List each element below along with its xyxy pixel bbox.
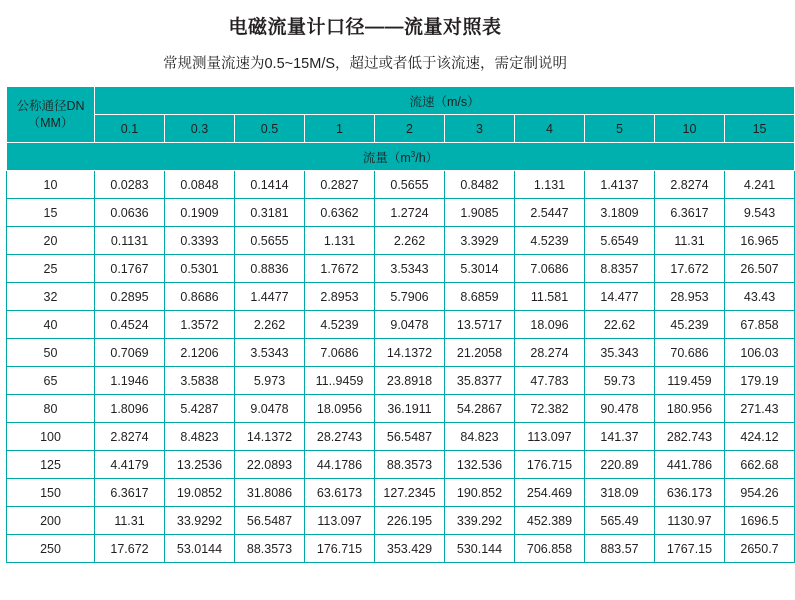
cell-flow: 2.8953 [305, 283, 375, 311]
cell-flow: 1.131 [515, 171, 585, 199]
header-velocity-9: 15 [725, 115, 795, 143]
cell-flow: 2.5447 [515, 199, 585, 227]
cell-flow: 339.292 [445, 507, 515, 535]
header-row-velocity-values [7, 115, 795, 143]
cell-flow: 88.3573 [375, 451, 445, 479]
cell-flow: 0.3181 [235, 199, 305, 227]
table-row [7, 311, 795, 339]
cell-flow: 7.0686 [515, 255, 585, 283]
cell-flow: 72.382 [515, 395, 585, 423]
cell-flow: 13.2536 [165, 451, 235, 479]
page-title: 电磁流量计口径——流量对照表 [228, 17, 502, 38]
cell-flow: 883.57 [585, 535, 655, 563]
cell-flow: 141.37 [585, 423, 655, 451]
cell-flow: 0.5655 [235, 227, 305, 255]
table-row [7, 367, 795, 395]
cell-flow: 0.4524 [95, 311, 165, 339]
cell-flow: 8.6859 [445, 283, 515, 311]
cell-flow: 35.343 [585, 339, 655, 367]
cell-flow: 9.0478 [235, 395, 305, 423]
cell-dn: 125 [7, 451, 95, 479]
header-velocity-3: 1 [305, 115, 375, 143]
cell-flow: 530.144 [445, 535, 515, 563]
cell-flow: 106.03 [725, 339, 795, 367]
table-row [7, 451, 795, 479]
cell-dn: 150 [7, 479, 95, 507]
cell-flow: 1.9085 [445, 199, 515, 227]
cell-flow: 706.858 [515, 535, 585, 563]
cell-flow: 565.49 [585, 507, 655, 535]
cell-flow: 282.743 [655, 423, 725, 451]
cell-flow: 2.8274 [655, 171, 725, 199]
cell-flow: 5.973 [235, 367, 305, 395]
cell-flow: 0.2895 [95, 283, 165, 311]
table-row [7, 199, 795, 227]
cell-flow: 18.096 [515, 311, 585, 339]
cell-flow: 127.2345 [375, 479, 445, 507]
cell-flow: 0.0636 [95, 199, 165, 227]
cell-flow: 18.0956 [305, 395, 375, 423]
cell-flow: 63.6173 [305, 479, 375, 507]
cell-flow: 0.7069 [95, 339, 165, 367]
cell-flow: 0.1131 [95, 227, 165, 255]
cell-flow: 13.5717 [445, 311, 515, 339]
cell-flow: 636.173 [655, 479, 725, 507]
header-row-flow [7, 143, 795, 171]
cell-flow: 254.469 [515, 479, 585, 507]
header-velocity-5: 3 [445, 115, 515, 143]
cell-flow: 35.8377 [445, 367, 515, 395]
cell-flow: 28.274 [515, 339, 585, 367]
flow-reference-table [6, 86, 795, 563]
table-row [7, 423, 795, 451]
cell-flow: 9.543 [725, 199, 795, 227]
cell-flow: 19.0852 [165, 479, 235, 507]
cell-dn: 50 [7, 339, 95, 367]
cell-flow: 23.8918 [375, 367, 445, 395]
cell-flow: 1.7672 [305, 255, 375, 283]
header-flow-prefix: 流量（m [362, 150, 411, 165]
cell-flow: 4.5239 [305, 311, 375, 339]
cell-flow: 0.6362 [305, 199, 375, 227]
cell-flow: 5.7906 [375, 283, 445, 311]
cell-flow: 113.097 [305, 507, 375, 535]
cell-flow: 954.26 [725, 479, 795, 507]
cell-flow: 3.5838 [165, 367, 235, 395]
cell-flow: 54.2867 [445, 395, 515, 423]
cell-flow: 21.2058 [445, 339, 515, 367]
cell-dn: 65 [7, 367, 95, 395]
cell-flow: 11..9459 [305, 367, 375, 395]
cell-flow: 1130.97 [655, 507, 725, 535]
cell-dn: 32 [7, 283, 95, 311]
cell-flow: 59.73 [585, 367, 655, 395]
cell-flow: 3.5343 [375, 255, 445, 283]
cell-flow: 1.3572 [165, 311, 235, 339]
cell-dn: 20 [7, 227, 95, 255]
cell-dn: 15 [7, 199, 95, 227]
cell-flow: 3.5343 [235, 339, 305, 367]
cell-flow: 5.6549 [585, 227, 655, 255]
cell-flow: 70.686 [655, 339, 725, 367]
cell-flow: 4.4179 [95, 451, 165, 479]
cell-flow: 4.5239 [515, 227, 585, 255]
header-dn-line1: 公称通径DN [16, 98, 85, 113]
cell-flow: 662.68 [725, 451, 795, 479]
cell-flow: 0.0848 [165, 171, 235, 199]
cell-flow: 0.5301 [165, 255, 235, 283]
cell-flow: 176.715 [515, 451, 585, 479]
cell-flow: 14.477 [585, 283, 655, 311]
cell-flow: 8.8357 [585, 255, 655, 283]
cell-flow: 180.956 [655, 395, 725, 423]
table-header [7, 87, 795, 171]
cell-flow: 318.09 [585, 479, 655, 507]
cell-flow: 84.823 [445, 423, 515, 451]
cell-flow: 441.786 [655, 451, 725, 479]
cell-flow: 43.43 [725, 283, 795, 311]
header-dn-line2: （MM） [27, 115, 74, 130]
cell-flow: 0.8686 [165, 283, 235, 311]
header-velocity-2: 0.5 [235, 115, 305, 143]
cell-dn: 80 [7, 395, 95, 423]
cell-flow: 56.5487 [235, 507, 305, 535]
cell-dn: 100 [7, 423, 95, 451]
cell-flow: 3.1809 [585, 199, 655, 227]
cell-flow: 28.2743 [305, 423, 375, 451]
header-flow [7, 143, 795, 171]
header-flow-suffix: /h） [415, 150, 439, 165]
page-subtitle: 常规测量流速为0.5~15M/S，超过或者低于该流速，需定制说明 [162, 56, 568, 72]
cell-flow: 11.31 [655, 227, 725, 255]
cell-flow: 271.43 [725, 395, 795, 423]
cell-flow: 88.3573 [235, 535, 305, 563]
cell-flow: 4.241 [725, 171, 795, 199]
cell-flow: 36.1911 [375, 395, 445, 423]
cell-flow: 56.5487 [375, 423, 445, 451]
cell-flow: 1.8096 [95, 395, 165, 423]
cell-flow: 31.8086 [235, 479, 305, 507]
table-row [7, 395, 795, 423]
table-row [7, 171, 795, 199]
cell-flow: 7.0686 [305, 339, 375, 367]
header-dn [7, 87, 95, 143]
cell-flow: 47.783 [515, 367, 585, 395]
cell-flow: 11.581 [515, 283, 585, 311]
header-row-velocity [7, 87, 795, 115]
header-velocity-1: 0.3 [165, 115, 235, 143]
cell-flow: 17.672 [95, 535, 165, 563]
cell-flow: 17.672 [655, 255, 725, 283]
cell-dn: 250 [7, 535, 95, 563]
table-row [7, 283, 795, 311]
table-row [7, 339, 795, 367]
cell-flow: 1696.5 [725, 507, 795, 535]
header-velocity-8: 10 [655, 115, 725, 143]
cell-flow: 3.3929 [445, 227, 515, 255]
cell-flow: 353.429 [375, 535, 445, 563]
table-row [7, 535, 795, 563]
cell-flow: 2.262 [375, 227, 445, 255]
cell-flow: 90.478 [585, 395, 655, 423]
table-body [7, 171, 795, 563]
cell-flow: 9.0478 [375, 311, 445, 339]
cell-flow: 22.0893 [235, 451, 305, 479]
cell-flow: 22.62 [585, 311, 655, 339]
cell-flow: 11.31 [95, 507, 165, 535]
header-flow-sup: 3 [410, 149, 416, 159]
cell-flow: 5.3014 [445, 255, 515, 283]
cell-flow: 0.8482 [445, 171, 515, 199]
cell-flow: 0.2827 [305, 171, 375, 199]
cell-flow: 119.459 [655, 367, 725, 395]
cell-flow: 220.89 [585, 451, 655, 479]
cell-flow: 1.131 [305, 227, 375, 255]
cell-flow: 6.3617 [95, 479, 165, 507]
cell-flow: 132.536 [445, 451, 515, 479]
cell-dn: 200 [7, 507, 95, 535]
cell-flow: 0.1414 [235, 171, 305, 199]
cell-flow: 113.097 [515, 423, 585, 451]
table-row [7, 255, 795, 283]
cell-flow: 0.5655 [375, 171, 445, 199]
cell-flow: 226.195 [375, 507, 445, 535]
cell-flow: 14.1372 [235, 423, 305, 451]
cell-flow: 1.1946 [95, 367, 165, 395]
cell-flow: 2.8274 [95, 423, 165, 451]
cell-flow: 33.9292 [165, 507, 235, 535]
table-row [7, 479, 795, 507]
cell-flow: 2.1206 [165, 339, 235, 367]
cell-flow: 5.4287 [165, 395, 235, 423]
cell-flow: 1.2724 [375, 199, 445, 227]
cell-flow: 1767.15 [655, 535, 725, 563]
cell-flow: 1.4477 [235, 283, 305, 311]
cell-flow: 53.0144 [165, 535, 235, 563]
cell-flow: 190.852 [445, 479, 515, 507]
cell-dn: 10 [7, 171, 95, 199]
cell-flow: 179.19 [725, 367, 795, 395]
cell-flow: 0.8836 [235, 255, 305, 283]
cell-flow: 0.0283 [95, 171, 165, 199]
cell-flow: 0.1909 [165, 199, 235, 227]
cell-flow: 67.858 [725, 311, 795, 339]
cell-flow: 2.262 [235, 311, 305, 339]
cell-flow: 452.389 [515, 507, 585, 535]
cell-flow: 16.965 [725, 227, 795, 255]
header-velocity-4: 2 [375, 115, 445, 143]
table-row [7, 507, 795, 535]
header-velocity-0: 0.1 [95, 115, 165, 143]
cell-flow: 8.4823 [165, 423, 235, 451]
table-row [7, 227, 795, 255]
header-velocity-6: 4 [515, 115, 585, 143]
cell-dn: 25 [7, 255, 95, 283]
page-container [0, 12, 779, 563]
cell-flow: 28.953 [655, 283, 725, 311]
header-velocity: 流速（m/s） [95, 87, 795, 115]
cell-flow: 26.507 [725, 255, 795, 283]
cell-flow: 1.4137 [585, 171, 655, 199]
cell-flow: 44.1786 [305, 451, 375, 479]
header-velocity-7: 5 [585, 115, 655, 143]
cell-flow: 45.239 [655, 311, 725, 339]
cell-flow: 0.1767 [95, 255, 165, 283]
cell-flow: 0.3393 [165, 227, 235, 255]
cell-flow: 6.3617 [655, 199, 725, 227]
cell-flow: 14.1372 [375, 339, 445, 367]
cell-flow: 176.715 [305, 535, 375, 563]
cell-flow: 424.12 [725, 423, 795, 451]
cell-dn: 40 [7, 311, 95, 339]
cell-flow: 2650.7 [725, 535, 795, 563]
